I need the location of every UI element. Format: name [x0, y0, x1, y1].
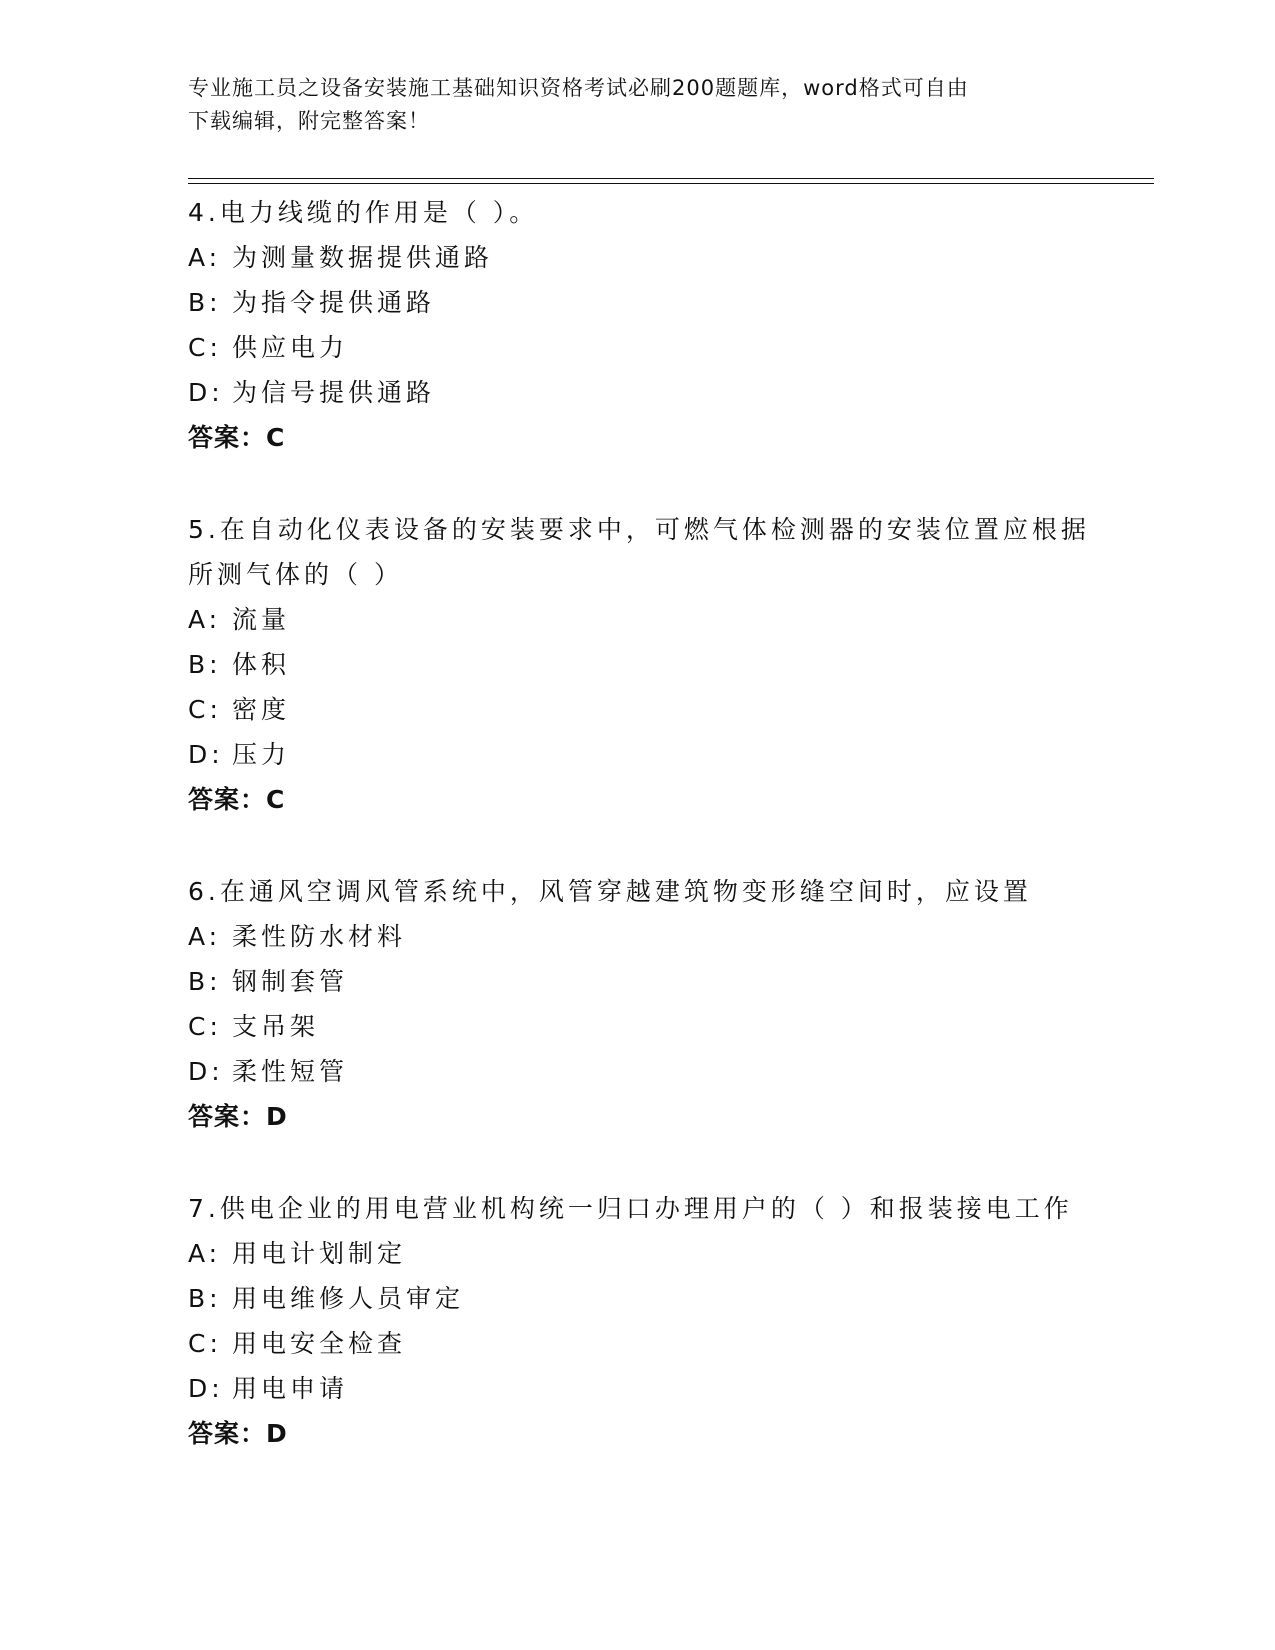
header-line-1: 专业施工员之设备安装施工基础知识资格考试必刷200题题库，word格式可自由	[188, 76, 969, 100]
header-line-2: 下载编辑，附完整答案！	[188, 109, 430, 133]
option-c	[188, 687, 1108, 732]
option-text: 支吊架	[232, 1012, 320, 1041]
option-text: 为指令提供通路	[232, 288, 436, 317]
option-b	[188, 1276, 1108, 1321]
option-key: B:	[188, 650, 222, 679]
answer-line: 答案：D	[188, 1102, 288, 1131]
question-stem: 5.在自动化仪表设备的安装要求中，可燃气体检测器的安装位置应根据所测气体的（ ）	[188, 515, 1090, 589]
option-text: 为信号提供通路	[232, 378, 436, 407]
question-stem: 6.在通风空调风管系统中，风管穿越建筑物变形缝空间时，应设置	[188, 877, 1032, 906]
option-text: 压力	[232, 740, 291, 769]
question-5	[188, 507, 1108, 823]
option-a	[188, 597, 1108, 642]
option-c	[188, 325, 1108, 370]
option-a	[188, 235, 1108, 280]
question-stem: 7.供电企业的用电营业机构统一归口办理用户的（ ）和报装接电工作	[188, 1194, 1073, 1223]
option-text: 体积	[232, 650, 291, 679]
option-key: C:	[188, 333, 222, 362]
option-text: 钢制套管	[232, 967, 349, 996]
option-b	[188, 959, 1108, 1004]
header-divider-top	[188, 178, 1154, 179]
option-d	[188, 370, 1108, 415]
option-list	[188, 1231, 1108, 1411]
option-c	[188, 1321, 1108, 1366]
option-key: B:	[188, 967, 222, 996]
document-header	[188, 72, 1088, 138]
option-list	[188, 235, 1108, 415]
question-6	[188, 869, 1108, 1140]
option-key: C:	[188, 1012, 222, 1041]
option-text: 密度	[232, 695, 291, 724]
option-key: A:	[188, 1239, 222, 1268]
header-divider-bottom	[188, 183, 1154, 184]
option-a	[188, 914, 1108, 959]
option-key: A:	[188, 605, 222, 634]
option-text: 供应电力	[232, 333, 349, 362]
option-key: D:	[188, 378, 224, 407]
option-key: B:	[188, 288, 222, 317]
option-d	[188, 1366, 1108, 1411]
answer-line: 答案：C	[188, 423, 286, 452]
option-text: 用电计划制定	[232, 1239, 407, 1268]
option-d	[188, 1049, 1108, 1094]
option-text: 用电维修人员审定	[232, 1284, 465, 1313]
option-text: 柔性防水材料	[232, 922, 407, 951]
question-list	[188, 190, 1108, 1503]
option-text: 柔性短管	[232, 1057, 349, 1086]
answer-line: 答案：C	[188, 785, 286, 814]
option-text: 用电安全检查	[232, 1329, 407, 1358]
option-a	[188, 1231, 1108, 1276]
option-b	[188, 642, 1108, 687]
option-key: A:	[188, 243, 222, 272]
option-text: 用电申请	[232, 1374, 349, 1403]
question-4	[188, 190, 1108, 461]
option-key: D:	[188, 740, 224, 769]
option-key: D:	[188, 1374, 224, 1403]
option-text: 流量	[232, 605, 291, 634]
question-stem: 4.电力线缆的作用是（ ）。	[188, 198, 539, 227]
option-key: C:	[188, 695, 222, 724]
option-key: A:	[188, 922, 222, 951]
option-key: D:	[188, 1057, 224, 1086]
option-list	[188, 914, 1108, 1094]
option-key: B:	[188, 1284, 222, 1313]
option-text: 为测量数据提供通路	[232, 243, 494, 272]
question-7	[188, 1186, 1108, 1457]
option-key: C:	[188, 1329, 222, 1358]
option-list	[188, 597, 1108, 777]
answer-line: 答案：D	[188, 1419, 288, 1448]
option-b	[188, 280, 1108, 325]
option-c	[188, 1004, 1108, 1049]
option-d	[188, 732, 1108, 777]
